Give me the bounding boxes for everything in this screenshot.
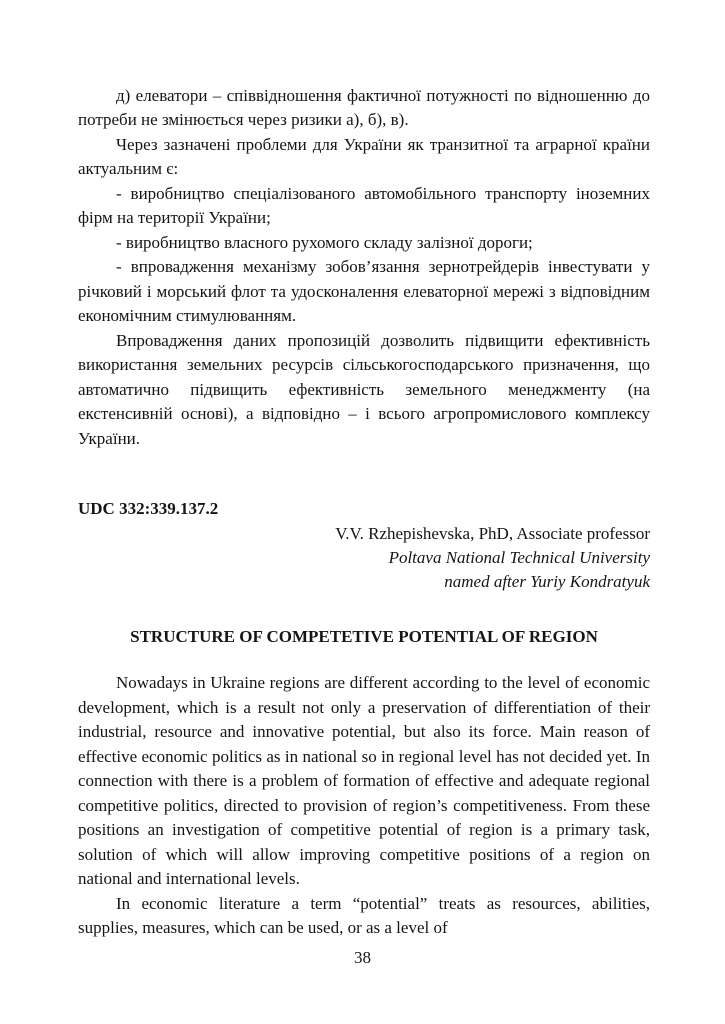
uk-list-item-mechanism: - впровадження механізму зобов’язання зернотрейдерів інвестувати у річковий і морський флот та удосконалення елеваторної мережі з відповідним економічним стимулюванням.: [78, 257, 650, 326]
uk-list-item-railway: - виробництво власного рухомого складу залізної дороги;: [116, 232, 533, 252]
en-paragraph-1: Nowadays in Ukraine regions are different according to the level of economic development, which is a result not only a preservation of differentiation of their industrial, resource and innovative potential, but also its force. Main reason of effective economic politics as in national so in regional level has not decided yet. In connection with there is a problem of formation of effective and adequate regional competitive politics, directed to provision of region’s competitiveness. From these positions an investigation of competitive potential of region is a primary task, solution of which will allow improving competitive positions of a region on national and international levels.: [78, 673, 650, 889]
uk-list-item-transport: - виробництво спеціалізованого автомобільного транспорту іноземних фірм на території України;: [78, 183, 650, 228]
uk-paragraph-problems: Через зазначені проблеми для України як транзитної та аграрної країни актуальним є:: [78, 134, 650, 179]
udc-code: UDC 332:339.137.2: [78, 499, 219, 519]
uk-paragraph-elevators: д) елеватори – співвідношення фактичної потужності по відношенню до потреби не змінюється через ризики а), б), в).: [78, 86, 650, 130]
article-title: STRUCTURE OF COMPETETIVE POTENTIAL OF REGION: [130, 626, 598, 646]
affiliation-line-2: named after Yuriy Kondratyuk: [444, 572, 650, 592]
uk-paragraph-conclusion: Впровадження даних пропозицій дозволить підвищити ефективність використання земельних ресурсів сільськогосподарського призначення, що автоматично підвищить ефективність земельного менеджменту (на екстенсивній основі), а відповідно – і всього агропромислового комплексу України.: [78, 330, 650, 448]
en-paragraph-2: In economic literature a term “potential” treats as resources, abilities, supplies, measures, which can be used, or as a level of: [78, 893, 650, 938]
author-line: V.V. Rzhepishevska, PhD, Associate professor: [335, 523, 650, 543]
page-number: 38: [354, 948, 371, 967]
page-content: [78, 84, 650, 941]
affiliation-line-1: Poltava National Technical University: [388, 547, 650, 567]
